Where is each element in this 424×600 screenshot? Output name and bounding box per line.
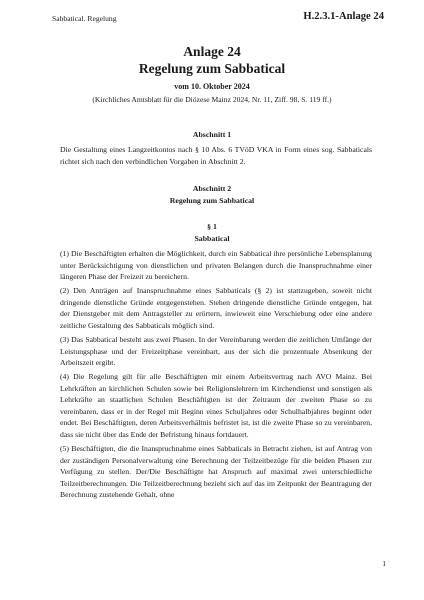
paragraph-item: (2) Den Anträgen auf Inanspruchnahme eines Sabbaticals (§ 2) ist stattzugeben, soweit nicht dringende dienstliche Gründe entgegenstehen. Stehen dringende dienstliche Gründe entgegen, hat der Dienstgeber mit dem Antragsteller zu erörtern, inwieweit eine Verschiebung oder eine andere zeitliche Gestaltung des Sabbaticals möglich sind. bbox=[60, 286, 372, 330]
section2-heading: Abschnitt 2 bbox=[192, 184, 232, 193]
document-title: Anlage 24 bbox=[183, 44, 241, 59]
section2-body bbox=[60, 248, 372, 503]
document-source: (Kirchliches Amtsblatt für die Diözese Mainz 2024, Nr. 11, Ziff. 98, S. 119 ff.) bbox=[92, 95, 332, 104]
section1-heading: Abschnitt 1 bbox=[192, 130, 232, 139]
document-subtitle: Regelung zum Sabbatical bbox=[138, 61, 286, 76]
running-header-left: Sabbatical. Regelung bbox=[52, 14, 117, 23]
page-number: 1 bbox=[382, 559, 386, 568]
document-date: vom 10. Oktober 2024 bbox=[174, 82, 250, 91]
paragraph-item: (3) Das Sabbatical besteht aus zwei Phasen. In der Vereinbarung werden die zeitlichen Umfänge der Leistungsphase und der Freizeitphase vereinbart, aus der sich die prozentuale Absenkung der Arbeitszeit ergibt. bbox=[60, 334, 372, 368]
paragraph-item: (1) Die Beschäftigten erhalten die Möglichkeit, durch ein Sabbatical ihre persönliche Lebensplanung unter Berücksichtigung von dienstlichen und privaten Belangen durch die Inanspruchnahme einer längeren Phase der Freizeit zu bereichern. bbox=[60, 249, 372, 282]
paragraph-item: (4) Die Regelung gilt für alle Beschäftigten mit einem Arbeitsvertrag nach AVO Mainz. Bei Lehrkräften an kirchlichen Schulen sowie bei Religionslehrern im Kirchendienst und sonstigen als Lehrkräfte an staatlichen Schulen Beschäftigten ist der Zeitraum der zweiten Phase so zu vereinbaren, dass er in der Regel mit Beginn eines Schuljahres oder Schulhalbjahres beginnt oder endet. Bei Beschäftigten, deren Arbeitsverhältnis befristet ist, ist die zweite Phase so zu vereinbaren, dass sie nicht über das Ende der Befristung hinaus fortdauert. bbox=[60, 372, 372, 440]
section1-text: Die Gestaltung eines Langzeitkontos nach § 10 Abs. 6 TVöD VKA in Form eines sog. Sabbaticals richtet sich nach den verbindlichen Vorgaben in Abschnitt 2. bbox=[60, 145, 372, 166]
paragraph-title: Sabbatical bbox=[194, 234, 230, 243]
section1-body bbox=[60, 144, 372, 170]
paragraph-item: (5) Beschäftigten, die die Inanspruchnahme eines Sabbaticals in Betracht ziehen, ist auf Antrag von der zuständigen Personalverwaltung eine Berechnung der Teilzeitbezüge für die beiden Phasen zur Verfügung zu stellen. Der/Die Beschäftigte hat Anspruch auf maximal zwei unterschiedliche Teilzeitberechnungen. Die Teilzeitberechnung bezieht sich auf das im Zeitpunkt der Beantragung der Berechnung zustehende Gehalt, ohne bbox=[60, 444, 372, 500]
paragraph-number: § 1 bbox=[207, 222, 217, 231]
section2-subheading: Regelung zum Sabbatical bbox=[169, 196, 255, 205]
running-header-right: H.2.3.1-Anlage 24 bbox=[303, 11, 384, 22]
